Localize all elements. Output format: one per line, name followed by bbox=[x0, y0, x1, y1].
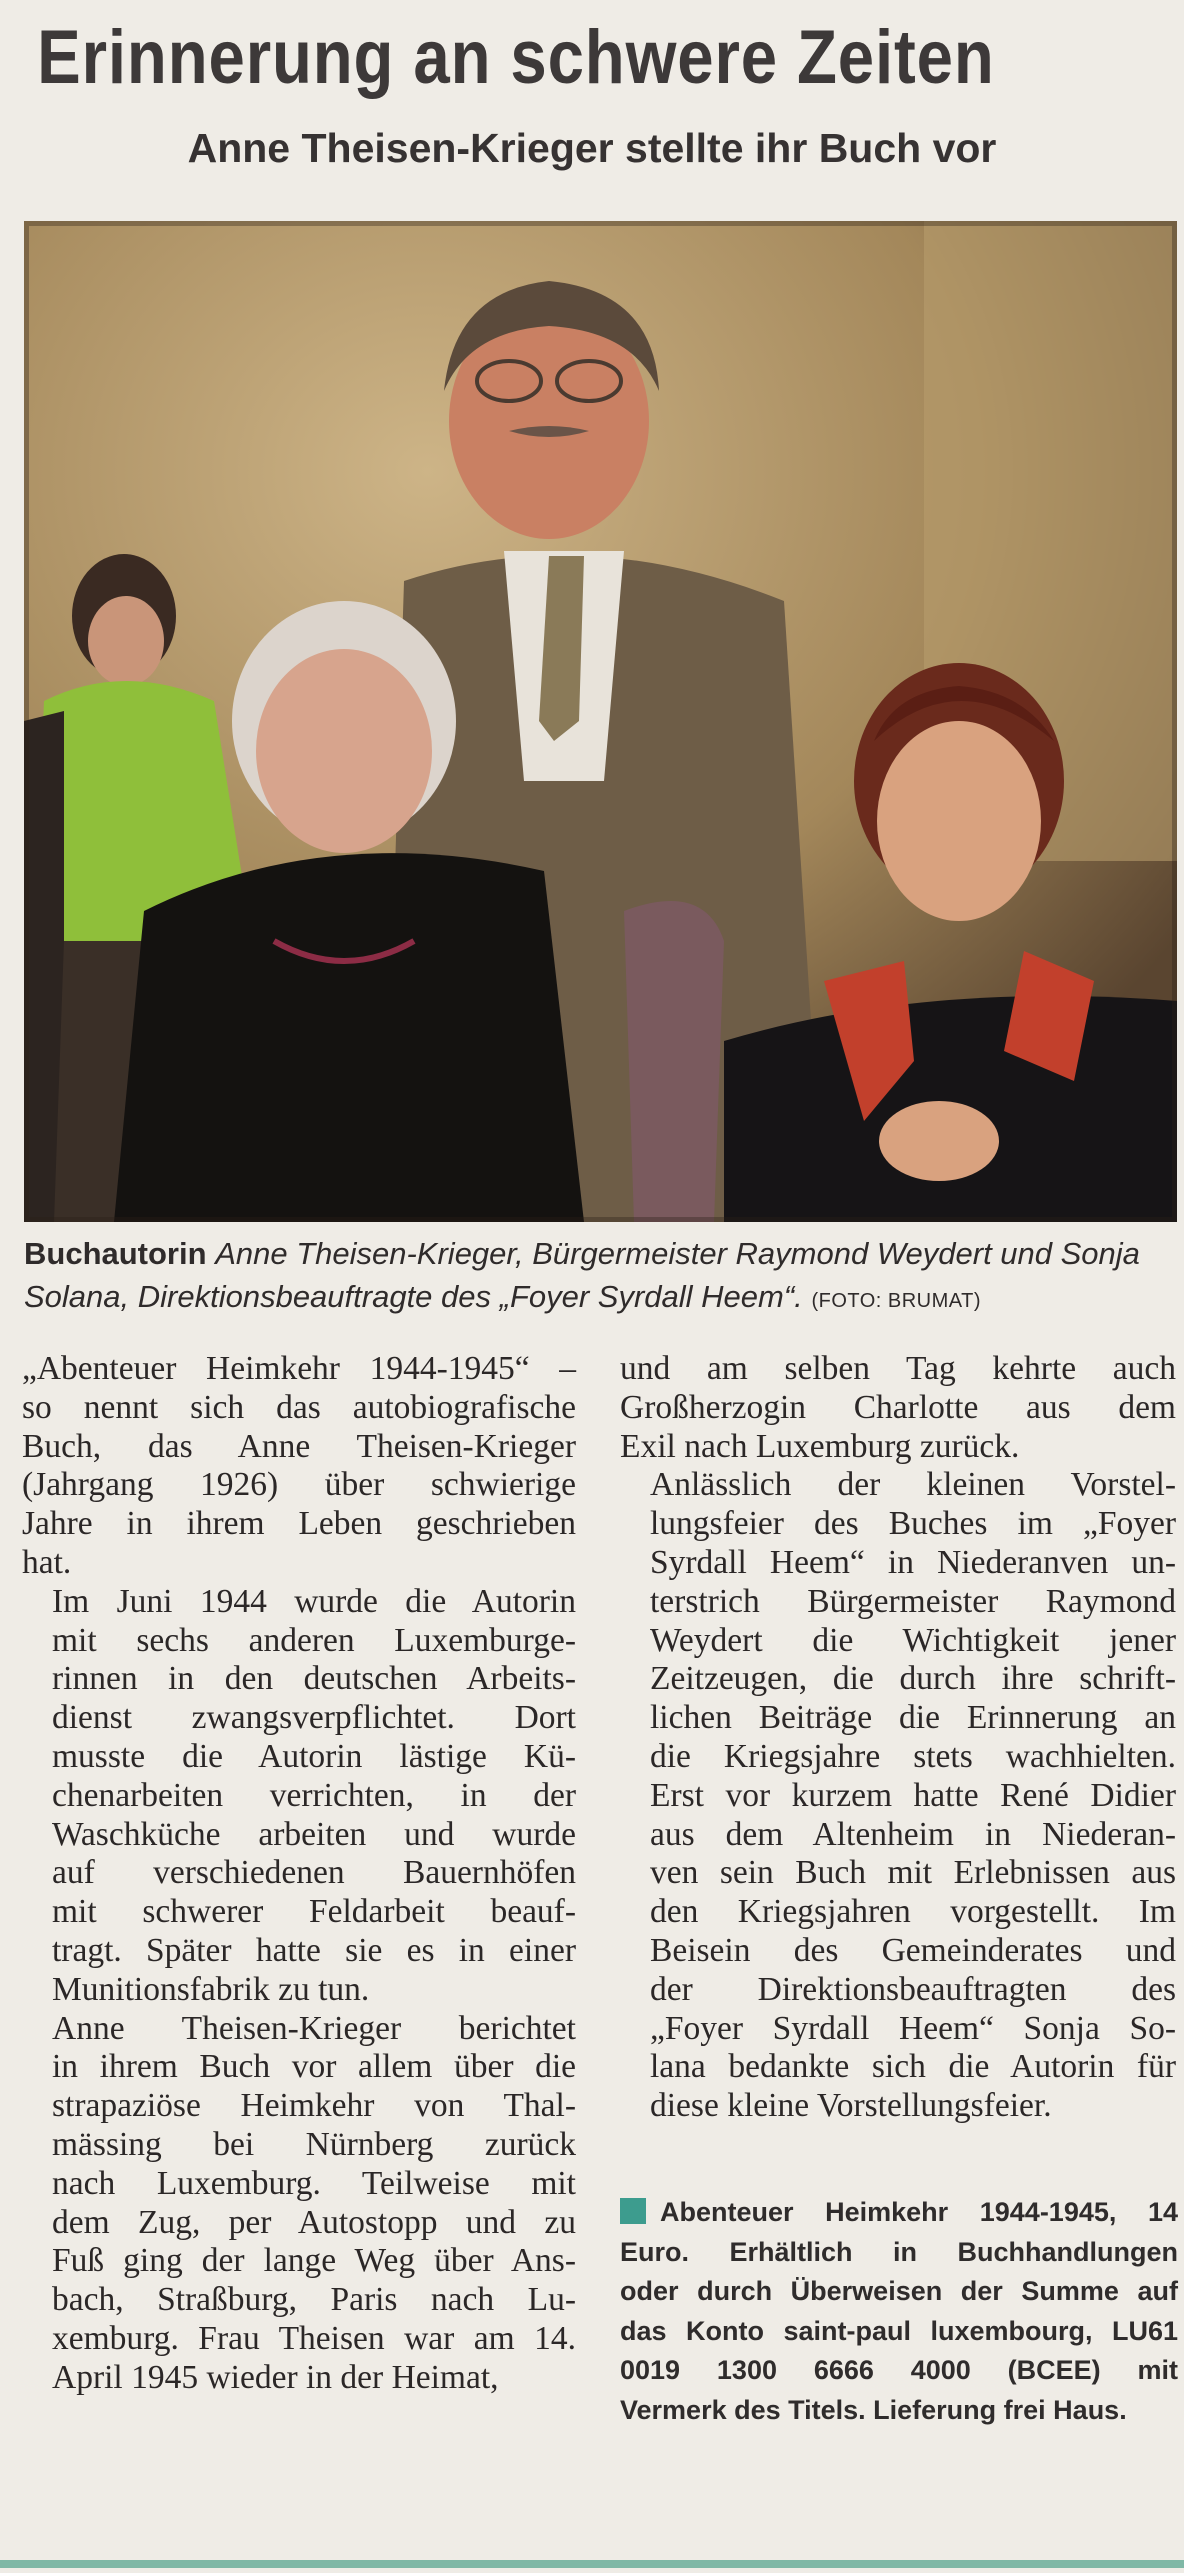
text-line: tragt. Später hatte sie es in einer bbox=[52, 1931, 576, 1969]
text-line: rinnen in den deutschen Arbeits- bbox=[52, 1660, 576, 1698]
text-line: Jahre in ihrem Leben geschrieben bbox=[22, 1505, 576, 1543]
text-line: dienst zwangsverpflichtet. Dort bbox=[52, 1699, 576, 1737]
text-line: bach, Straßburg, Paris nach Lu- bbox=[52, 2281, 576, 2319]
bottom-accent-rule bbox=[0, 2560, 1184, 2568]
text-line: den Kriegsjahren vorgestellt. Im bbox=[650, 1893, 1176, 1931]
text-line: Waschküche arbeiten und wurde bbox=[52, 1815, 576, 1853]
text-line: xemburg. Frau Theisen war am 14. bbox=[52, 2319, 576, 2357]
info-line: Euro. Erhältlich in Buchhandlungen bbox=[620, 2236, 1178, 2267]
text-line: Syrdall Heem“ in Niederanven un- bbox=[650, 1543, 1176, 1581]
text-line: auf verschiedenen Bauernhöfen bbox=[52, 1854, 576, 1892]
text-line: Anlässlich der kleinen Vorstel- bbox=[650, 1466, 1176, 1504]
text-line: Munitionsfabrik zu tun. bbox=[52, 1970, 370, 2008]
text-line: Fuß ging der lange Weg über Ans- bbox=[52, 2242, 576, 2280]
text-line: lungsfeier des Buches im „Foyer bbox=[650, 1505, 1176, 1543]
text-line: diese kleine Vorstellungsfeier. bbox=[650, 2087, 1052, 2125]
info-line: oder durch Überweisen der Summe auf bbox=[620, 2276, 1178, 2306]
text-line: Großherzogin Charlotte aus dem bbox=[620, 1388, 1176, 1426]
text-line: Beisein des Gemeinderates und bbox=[650, 1931, 1176, 1969]
text-line: (Jahrgang 1926) über schwierige bbox=[22, 1466, 576, 1504]
article-paragraph bbox=[22, 1350, 576, 1583]
text-line: der Direktionsbeauftragten des bbox=[650, 1970, 1176, 2008]
subheadline: Anne Theisen-Krieger stellte ihr Buch vor bbox=[187, 125, 997, 171]
article-paragraph bbox=[620, 1350, 1176, 1466]
text-line: musste die Autorin lästige Kü- bbox=[52, 1737, 576, 1775]
book-info-box bbox=[620, 2193, 1178, 2430]
text-line: terstrich Bürgermeister Raymond bbox=[650, 1582, 1176, 1620]
text-line: lichen Beiträge die Erinnerung an bbox=[650, 1699, 1176, 1737]
text-line: April 1945 wieder in der Heimat, bbox=[52, 2358, 499, 2396]
headline: Erinnerung an schwere Zeiten bbox=[37, 15, 995, 100]
text-line: Erst vor kurzem hatte René Didier bbox=[650, 1776, 1176, 1814]
text-line: nach Luxemburg. Teilweise mit bbox=[52, 2164, 576, 2202]
info-line: Abenteuer Heimkehr 1944-1945, 14 bbox=[620, 2193, 1178, 2233]
text-line: in ihrem Buch vor allem über die bbox=[52, 2048, 576, 2086]
text-line: und am selben Tag kehrte auch bbox=[620, 1350, 1176, 1387]
text-line: Buch, das Anne Theisen-Krieger bbox=[22, 1427, 576, 1465]
text-line: Anne Theisen-Krieger berichtet bbox=[52, 2009, 576, 2047]
text-line: Weydert die Wichtigkeit jener bbox=[650, 1621, 1176, 1659]
photo-credit: (FOTO: BRUMAT) bbox=[811, 1290, 982, 1312]
text-line: strapaziöse Heimkehr von Thal- bbox=[52, 2087, 576, 2125]
text-line: „Foyer Syrdall Heem“ Sonja So- bbox=[650, 2009, 1176, 2047]
article-photo bbox=[24, 221, 1177, 1222]
text-line: Zeitzeugen, die durch ihre schrift- bbox=[650, 1660, 1176, 1698]
text-line: die Kriegsjahre stets wachhielten. bbox=[650, 1737, 1176, 1775]
article-paragraph bbox=[620, 1466, 1176, 2126]
text-line: Im Juni 1944 wurde die Autorin bbox=[52, 1582, 576, 1620]
info-line: das Konto saint-paul luxembourg, LU61 bbox=[620, 2315, 1178, 2346]
text-line: ven sein Buch mit Erlebnissen aus bbox=[650, 1854, 1176, 1892]
info-line: 0019 1300 6666 4000 (BCEE) mit bbox=[620, 2355, 1178, 2385]
text-line: dem Zug, per Autostopp und zu bbox=[52, 2203, 576, 2241]
caption-lead: Buchautorin bbox=[24, 1236, 207, 1271]
text-line: so nennt sich das autobiografische bbox=[22, 1388, 576, 1426]
text-line: „Abenteuer Heimkehr 1944-1945“ – bbox=[22, 1350, 576, 1387]
text-line: mässing bei Nürnberg zurück bbox=[52, 2125, 576, 2163]
article-paragraph bbox=[22, 2010, 576, 2398]
article-column-left bbox=[22, 1350, 576, 2398]
text-line: lana bedankte sich die Autorin für bbox=[650, 2048, 1176, 2086]
text-line: mit schwerer Feldarbeit beauf- bbox=[52, 1893, 576, 1931]
info-line: Vermerk des Titels. Lieferung frei Haus. bbox=[620, 2394, 1127, 2425]
text-line: mit sechs anderen Luxemburge- bbox=[52, 1621, 576, 1659]
text-line: chenarbeiten verrichten, in der bbox=[52, 1776, 576, 1814]
caption-names: Anne Theisen-Krieger, Bürgermeister Raymond Weydert und Sonja Solana, Direktionsbeauftragte des „Foyer Syrdall Heem“. bbox=[24, 1236, 1140, 1314]
photo-caption bbox=[24, 1232, 1174, 1323]
article-paragraph bbox=[22, 1583, 576, 2010]
text-line: Exil nach Luxemburg zurück. bbox=[620, 1427, 1020, 1465]
article-column-right bbox=[620, 1350, 1176, 2126]
text-line: hat. bbox=[22, 1543, 72, 1581]
text-line: aus dem Altenheim in Niederan- bbox=[650, 1815, 1176, 1853]
teal-square-marker bbox=[620, 2198, 646, 2224]
